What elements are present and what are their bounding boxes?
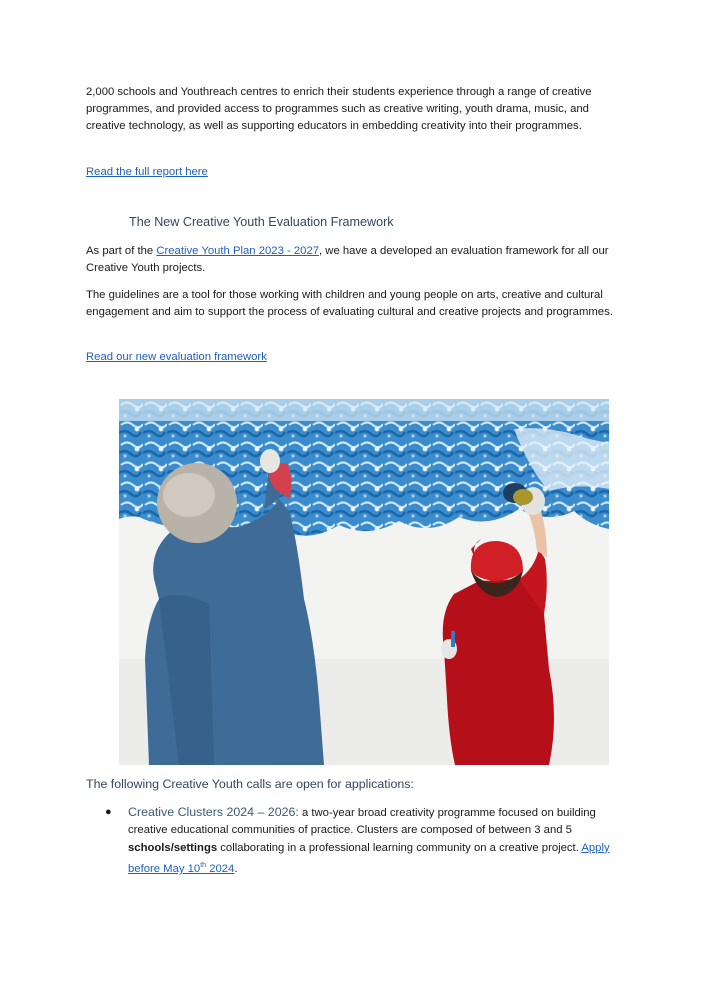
clusters-text-after: collaborating in a professional learning community on a creative project. (217, 841, 582, 854)
creative-clusters-title: Creative Clusters 2024 – 2026: (128, 805, 299, 819)
apply-link-text: Apply before May 10 (128, 841, 610, 875)
apply-link-sup: th (200, 862, 207, 870)
wall-painting-photo (119, 399, 609, 765)
creative-youth-plan-link[interactable]: Creative Youth Plan 2023 - 2027 (156, 245, 320, 257)
painting-illustration (119, 399, 609, 765)
clusters-bold-text: schools/settings (128, 841, 218, 854)
calls-list (105, 804, 635, 878)
evaluation-framework-link[interactable]: Read our new evaluation framework (86, 351, 267, 363)
framework-heading: The New Creative Youth Evaluation Framework (129, 215, 394, 229)
framework-link-line (86, 349, 626, 366)
bullet-icon: ● (105, 806, 112, 818)
list-item (105, 804, 635, 878)
intro-paragraph: 2,000 schools and Youthreach centres to enrich their students experience through a range of creative programmes, and provided access to programmes such as creative writing, youth drama, music, and creative technology, as well as supporting educators in embedding creativity into their programmes. (86, 86, 592, 133)
read-full-report-link[interactable]: Read the full report here (86, 166, 208, 178)
framework-paragraph-1 (86, 243, 626, 277)
clusters-end-period: . (234, 862, 238, 875)
apply-link-year: 2024 (206, 862, 235, 875)
report-link-line (86, 164, 626, 181)
framework-p1-text-before: As part of the (86, 245, 157, 257)
framework-paragraph-2: The guidelines are a tool for those working with children and young people on arts, creative and cultural engagement and aim to support the process of evaluating cultural and creative projects and programmes. (86, 289, 613, 319)
framework-p1-text-after: , we have a developed an evaluation framework for all our Creative Youth projects. (86, 245, 609, 275)
clusters-text-before: a two-year broad creativity programme focused on building creative educational communities of practice. Clusters are composed of between 3 and 5 (128, 807, 596, 837)
calls-heading: The following Creative Youth calls are open for applications: (86, 777, 414, 791)
